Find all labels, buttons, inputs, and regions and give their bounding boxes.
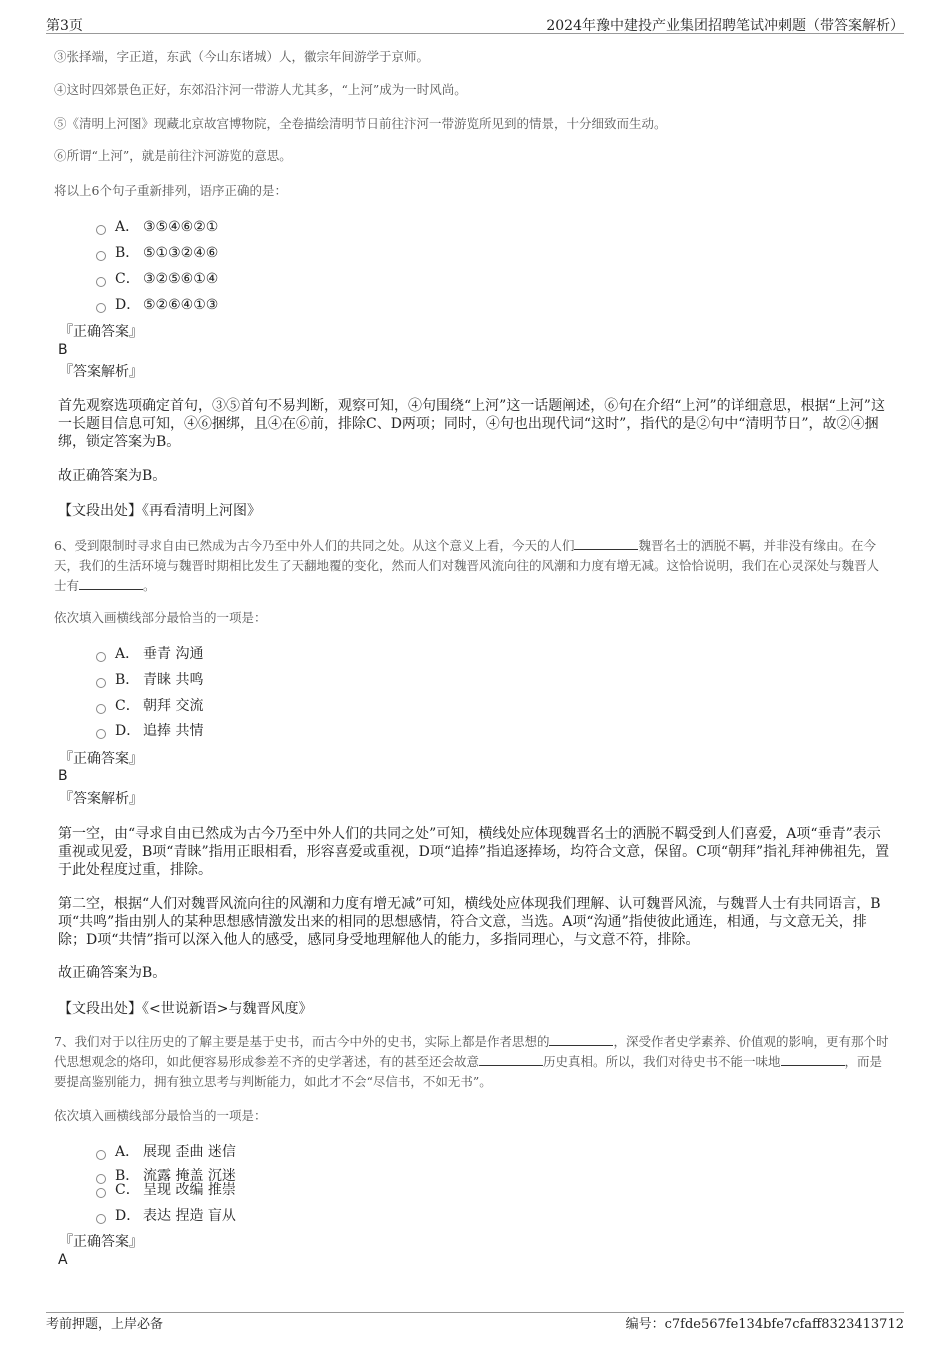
answer-label: 『正确答案』 xyxy=(59,1234,143,1250)
question-prompt: 将以上6个句子重新排列，语序正确的是： xyxy=(54,183,287,198)
radio-icon[interactable] xyxy=(96,277,106,287)
option-a[interactable]: A． 展现 歪曲 迷信 xyxy=(96,1142,236,1162)
source-text: 【文段出处】《再看清明上河图》 xyxy=(58,503,261,519)
header-divider xyxy=(46,33,904,34)
option-a[interactable]: A． ③⑤④⑥②① xyxy=(96,217,218,237)
question-prompt: 依次填入画横线部分最恰当的一项是： xyxy=(54,610,267,625)
fill-blank xyxy=(79,577,143,590)
answer-value: A xyxy=(58,1252,68,1268)
radio-icon[interactable] xyxy=(96,303,106,313)
sentence-6: ⑥所谓“上河”，就是前往汴河游览的意思。 xyxy=(54,148,292,163)
fill-blank xyxy=(781,1053,845,1066)
radio-icon[interactable] xyxy=(96,1214,106,1224)
answer-value: B xyxy=(58,342,68,358)
option-a[interactable]: A． 垂青 沟通 xyxy=(96,644,203,664)
radio-icon[interactable] xyxy=(96,225,106,235)
fill-blank xyxy=(574,537,638,550)
radio-icon[interactable] xyxy=(96,704,106,714)
page-number: 第3页 xyxy=(46,18,83,34)
option-d[interactable]: D． 表达 捏造 盲从 xyxy=(96,1206,236,1226)
radio-icon[interactable] xyxy=(96,652,106,662)
fill-blank xyxy=(479,1053,543,1066)
analysis-text-2: 第二空，根据“人们对魏晋风流向往的风潮和力度有增无减”可知，横线处应体现我们理解、认可魏晋风流，与魏晋人士有共同语言，B项“共鸣”指由别人的某种思想感情激发出来的相同的思想感情，符合文意，当选。A项“沟通”指使彼此通连，相通，与文意无关，排除；D项“共情”指可以深入他人的感受，感同身受地理解他人的能力，多指同理心，与文意不符，排除。 xyxy=(58,896,881,948)
conclusion-text: 故正确答案为B。 xyxy=(58,965,167,981)
question-6-text: 6、受到限制时寻求自由已然成为古今乃至中外人们的共同之处。从这个意义上看，今天的人们 魏晋名士的洒脱不羁，并非没有缘由。在今天，我们的生活环境与魏晋时期相比发生了天翻地覆的变化，然而人们对魏晋风流向往的风潮和力度有增无减。这恰恰说明，我们在心灵深处与魏晋人士有 。 xyxy=(54,538,880,593)
sentence-3: ③张择端，字正道，东武（今山东诸城）人，徽宗年间游学于京师。 xyxy=(54,49,430,64)
document-title: 2024年豫中建投产业集团招聘笔试冲刺题（带答案解析） xyxy=(546,18,904,34)
option-c[interactable]: C． 呈现 改编 推崇 xyxy=(96,1180,236,1200)
option-c[interactable]: C． ③②⑤⑥①④ xyxy=(96,269,218,289)
answer-label: 『正确答案』 xyxy=(59,751,143,767)
option-b[interactable]: B． 流露 掩盖 沉迷 xyxy=(96,1166,236,1186)
answer-label: 『正确答案』 xyxy=(59,324,143,340)
option-c[interactable]: C． 朝拜 交流 xyxy=(96,696,203,716)
radio-icon[interactable] xyxy=(96,1150,106,1160)
question-prompt: 依次填入画横线部分最恰当的一项是： xyxy=(54,1108,267,1123)
analysis-text-1: 第一空，由“寻求自由已然成为古今乃至中外人们的共同之处”可知，横线处应体现魏晋名士的洒脱不羁受到人们喜爱，A项“垂青”表示重视或见爱，B项“青睐”指用正眼相看，形容喜爱或重视，D项“追捧”指追逐捧场，均符合文意，保留。C项“朝拜”指礼拜神佛祖先，置于此处程度过重，排除。 xyxy=(58,826,890,878)
radio-icon[interactable] xyxy=(96,1188,106,1198)
conclusion-text: 故正确答案为B。 xyxy=(58,468,167,484)
sentence-5: ⑤《清明上河图》现藏北京故宫博物院，全卷描绘清明节日前往汴河一带游览所见到的情景，十分细致而生动。 xyxy=(54,116,667,131)
option-d[interactable]: D． 追捧 共情 xyxy=(96,721,203,741)
radio-icon[interactable] xyxy=(96,251,106,261)
radio-icon[interactable] xyxy=(96,678,106,688)
option-b[interactable]: B． ⑤①③②④⑥ xyxy=(96,243,218,263)
analysis-text: 首先观察选项确定首句，③⑤首句不易判断，观察可知，④句围绕“上河”这一话题阐述，⑥句在介绍“上河”的详细意思，根据“上河”这一长题目信息可知，④⑥捆绑，且④在⑥前，排除C、D两项；同时，④句也出现代词“这时”，指代的是②句中“清明节日”，故②④捆绑，锁定答案为B。 xyxy=(58,398,885,450)
footer-slogan: 考前押题，上岸必备 xyxy=(46,1317,164,1332)
source-text: 【文段出处】《<世说新语>与魏晋风度》 xyxy=(58,1001,313,1017)
answer-value: B xyxy=(58,768,68,784)
analysis-label: 『答案解析』 xyxy=(59,364,143,380)
analysis-label: 『答案解析』 xyxy=(59,791,143,807)
radio-icon[interactable] xyxy=(96,729,106,739)
option-d[interactable]: D． ⑤②⑥④①③ xyxy=(96,295,218,315)
sentence-4: ④这时四郊景色正好，东郊沿汴河一带游人尤其多，“上河”成为一时风尚。 xyxy=(54,82,467,97)
fill-blank xyxy=(549,1033,613,1046)
question-7-text: 7、我们对于以往历史的了解主要是基于史书，而古今中外的史书，实际上都是作者思想的 ，深受作者史学素养、价值观的影响，更有那个时代思想观念的烙印，如此便容易形成参差不齐的史学著述，有的甚至还会故意 历史真相。所以，我们对待史书不能一味地 ，而是要提高鉴别能力，拥有独立思考与判断能力，如此才不会“尽信书，不如无书”。 xyxy=(54,1034,889,1089)
option-b[interactable]: B． 青睐 共鸣 xyxy=(96,670,203,690)
document-id: 编号：c7fde567fe134bfe7cfaff8323413712 xyxy=(625,1317,904,1332)
